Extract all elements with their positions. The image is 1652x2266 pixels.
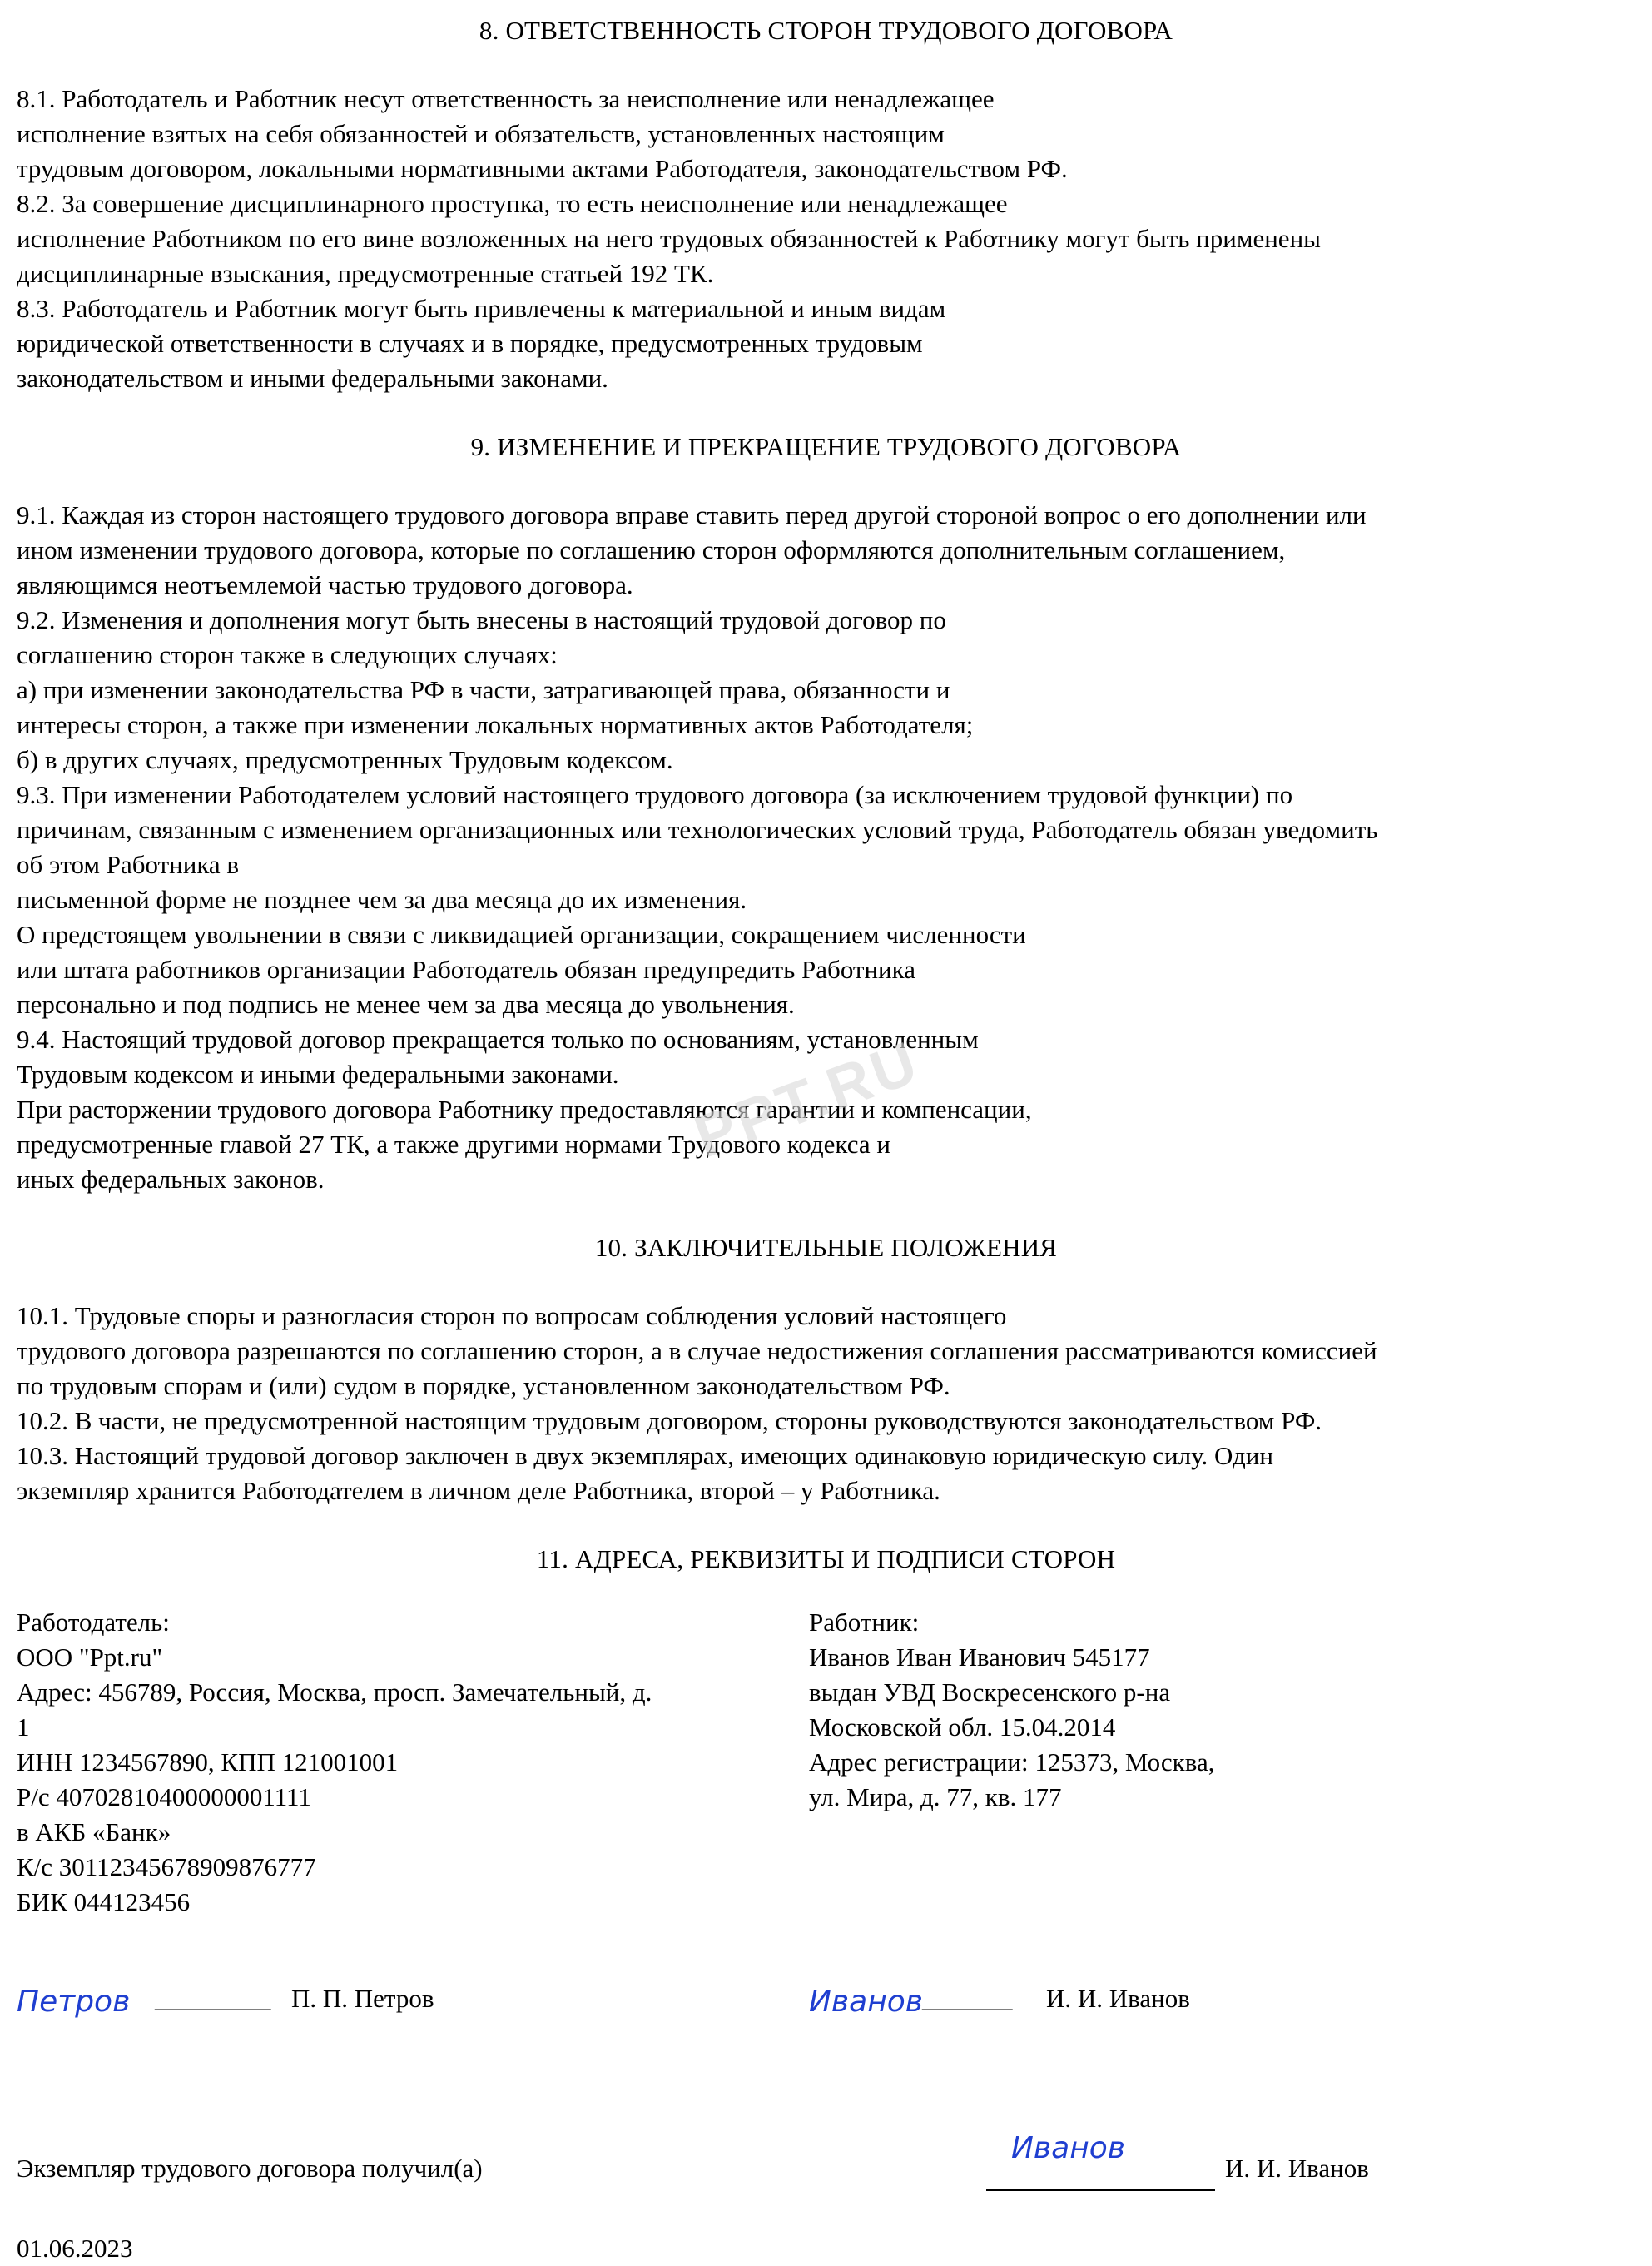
employer-bik: БИК 044123456	[17, 1887, 191, 1916]
employer-address: Адрес: 456789, Россия, Москва, просп. Замечательный, д. 1	[17, 1677, 652, 1742]
employee-details	[809, 1605, 1608, 1815]
employee-address-street: ул. Мира, д. 77, кв. 177	[809, 1782, 1062, 1811]
receipt-sign-line	[986, 2189, 1215, 2191]
employer-details	[17, 1605, 782, 1920]
section-8-title: 8. ОТВЕТСТВЕННОСТЬ СТОРОН ТРУДОВОГО ДОГОВОРА	[479, 16, 1173, 45]
document-page	[17, 0, 1635, 2266]
employer-inn: ИНН 1234567890, КПП 121001001	[17, 1747, 399, 1777]
employer-heading: Работодатель:	[17, 1608, 170, 1637]
section-8-text: 8.1. Работодатель и Работник несут ответственность за неисполнение или ненадлежащее исполнение взятых на себя обязанностей и обязательств, установленных настоящим трудовым договором, локальными нормативными актами Работодателя, законодательством РФ. 8.2. За совершение дисциплинарного проступка, то есть неисполнение или ненадлежащее исполнение Работником по его вине возложенных на него трудовых обязанностей к Работнику могут быть применены дисциплинарные взыскания, предусмотренные статьей 192 ТК. 8.3. Работодатель и Работник могут быть привлечены к материальной и иным видам юридической ответственности в случаях и в порядке, предусмотренных трудовым законодательством и иными федеральными законами.	[17, 84, 1321, 393]
employer-signature: Петров	[17, 1985, 131, 2019]
employer-sign-line: _________	[155, 1984, 271, 2013]
employer-sign-name: П. П. Петров	[291, 1984, 434, 2013]
section-9-text: 9.1. Каждая из сторон настоящего трудового договора вправе ставить перед другой стороной вопрос о его дополнении или ином изменении трудового договора, которые по соглашению сторон оформляются дополнительным соглашением, являющимся неотъемлемой частью трудового договора. 9.2. Изменения и дополнения могут быть внесены в настоящий трудовой договор по соглашению сторон также в следующих случаях: а) при изменении законодательства РФ в части, затрагивающей права, обязанности и интересы сторон, а также при изменении локальных нормативных актов Работодателя; б) в других случаях, предусмотренных Трудовым кодексом. 9.3. При изменении Работодателем условий настоящего трудового договора (за исключением трудовой функции) по причинам, связанным с изменением организационных или технологических условий труда, Работодатель обязан уведомить об этом Работника в письменной форме не позднее чем за два месяца до их изменения. О предстоящем увольнении в связи с ликвидацией организации, сокращением численности или штата работников организации Работодатель обязан предупредить Работника персонально и под подпись не менее чем за два месяца до увольнения. 9.4. Настоящий трудовой договор прекращается только по основаниям, установленным Трудовым кодексом и иными федеральными законами. При расторжении трудового договора Работнику предоставляются гарантии и компенсации, предусмотренные главой 27 ТК, а также другими нормами Трудового кодекса и иных федеральных законов.	[17, 500, 1378, 1194]
employee-address: Адрес регистрации: 125373, Москва,	[809, 1747, 1215, 1777]
employer-bank: в АКБ «Банк»	[17, 1817, 171, 1846]
employee-sign-name: И. И. Иванов	[1046, 1984, 1190, 2013]
section-10-title: 10. ЗАКЛЮЧИТЕЛЬНЫЕ ПОЛОЖЕНИЯ	[594, 1233, 1058, 1262]
employee-heading: Работник:	[809, 1608, 920, 1637]
parties-details	[17, 1605, 1635, 1971]
receipt-text: Экземпляр трудового договора получил(а)	[17, 2154, 483, 2183]
section-9-title: 9. ИЗМЕНЕНИЕ И ПРЕКРАЩЕНИЕ ТРУДОВОГО ДОГОВОРА	[470, 432, 1182, 461]
watermark: PPT.RU	[686, 1028, 929, 1171]
employer-corr-account: К/с 30112345678909876777	[17, 1852, 316, 1881]
employer-account: Р/с 40702810400000001111	[17, 1782, 311, 1811]
signatures-row	[17, 1981, 1635, 2031]
receipt-name: И. И. Иванов	[1225, 2154, 1369, 2183]
receipt-block	[17, 2131, 1635, 2231]
section-11-title: 11. АДРЕСА, РЕКВИЗИТЫ И ПОДПИСИ СТОРОН	[536, 1544, 1116, 1573]
employee-issued-date: Московской обл. 15.04.2014	[809, 1712, 1116, 1742]
employee-signature: Иванов	[809, 1985, 923, 2019]
document-date: 01.06.2023	[17, 2234, 133, 2263]
receipt-signature: Иванов	[1011, 2131, 1125, 2165]
section-10-text: 10.1. Трудовые споры и разногласия сторон по вопросам соблюдения условий настоящего трудового договора разрешаются по соглашению сторон, а в случае недостижения соглашения рассматриваются комиссией по трудовым спорам и (или) судом в порядке, установленном законодательством РФ. 10.2. В части, не предусмотренной настоящим трудовым договором, стороны руководствуются законодательством РФ. 10.3. Настоящий трудовой договор заключен в двух экземплярах, имеющих одинаковую юридическую силу. Один экземпляр хранится Работодателем в личном деле Работника, второй – у Работника.	[17, 1301, 1377, 1505]
employer-name: ООО "Ppt.ru"	[17, 1642, 163, 1672]
employee-issued: выдан УВД Воскресенского р-на	[809, 1677, 1171, 1707]
employee-name: Иванов Иван Иванович 545177	[809, 1642, 1150, 1672]
employee-sign-line: _______	[922, 1984, 1013, 2013]
